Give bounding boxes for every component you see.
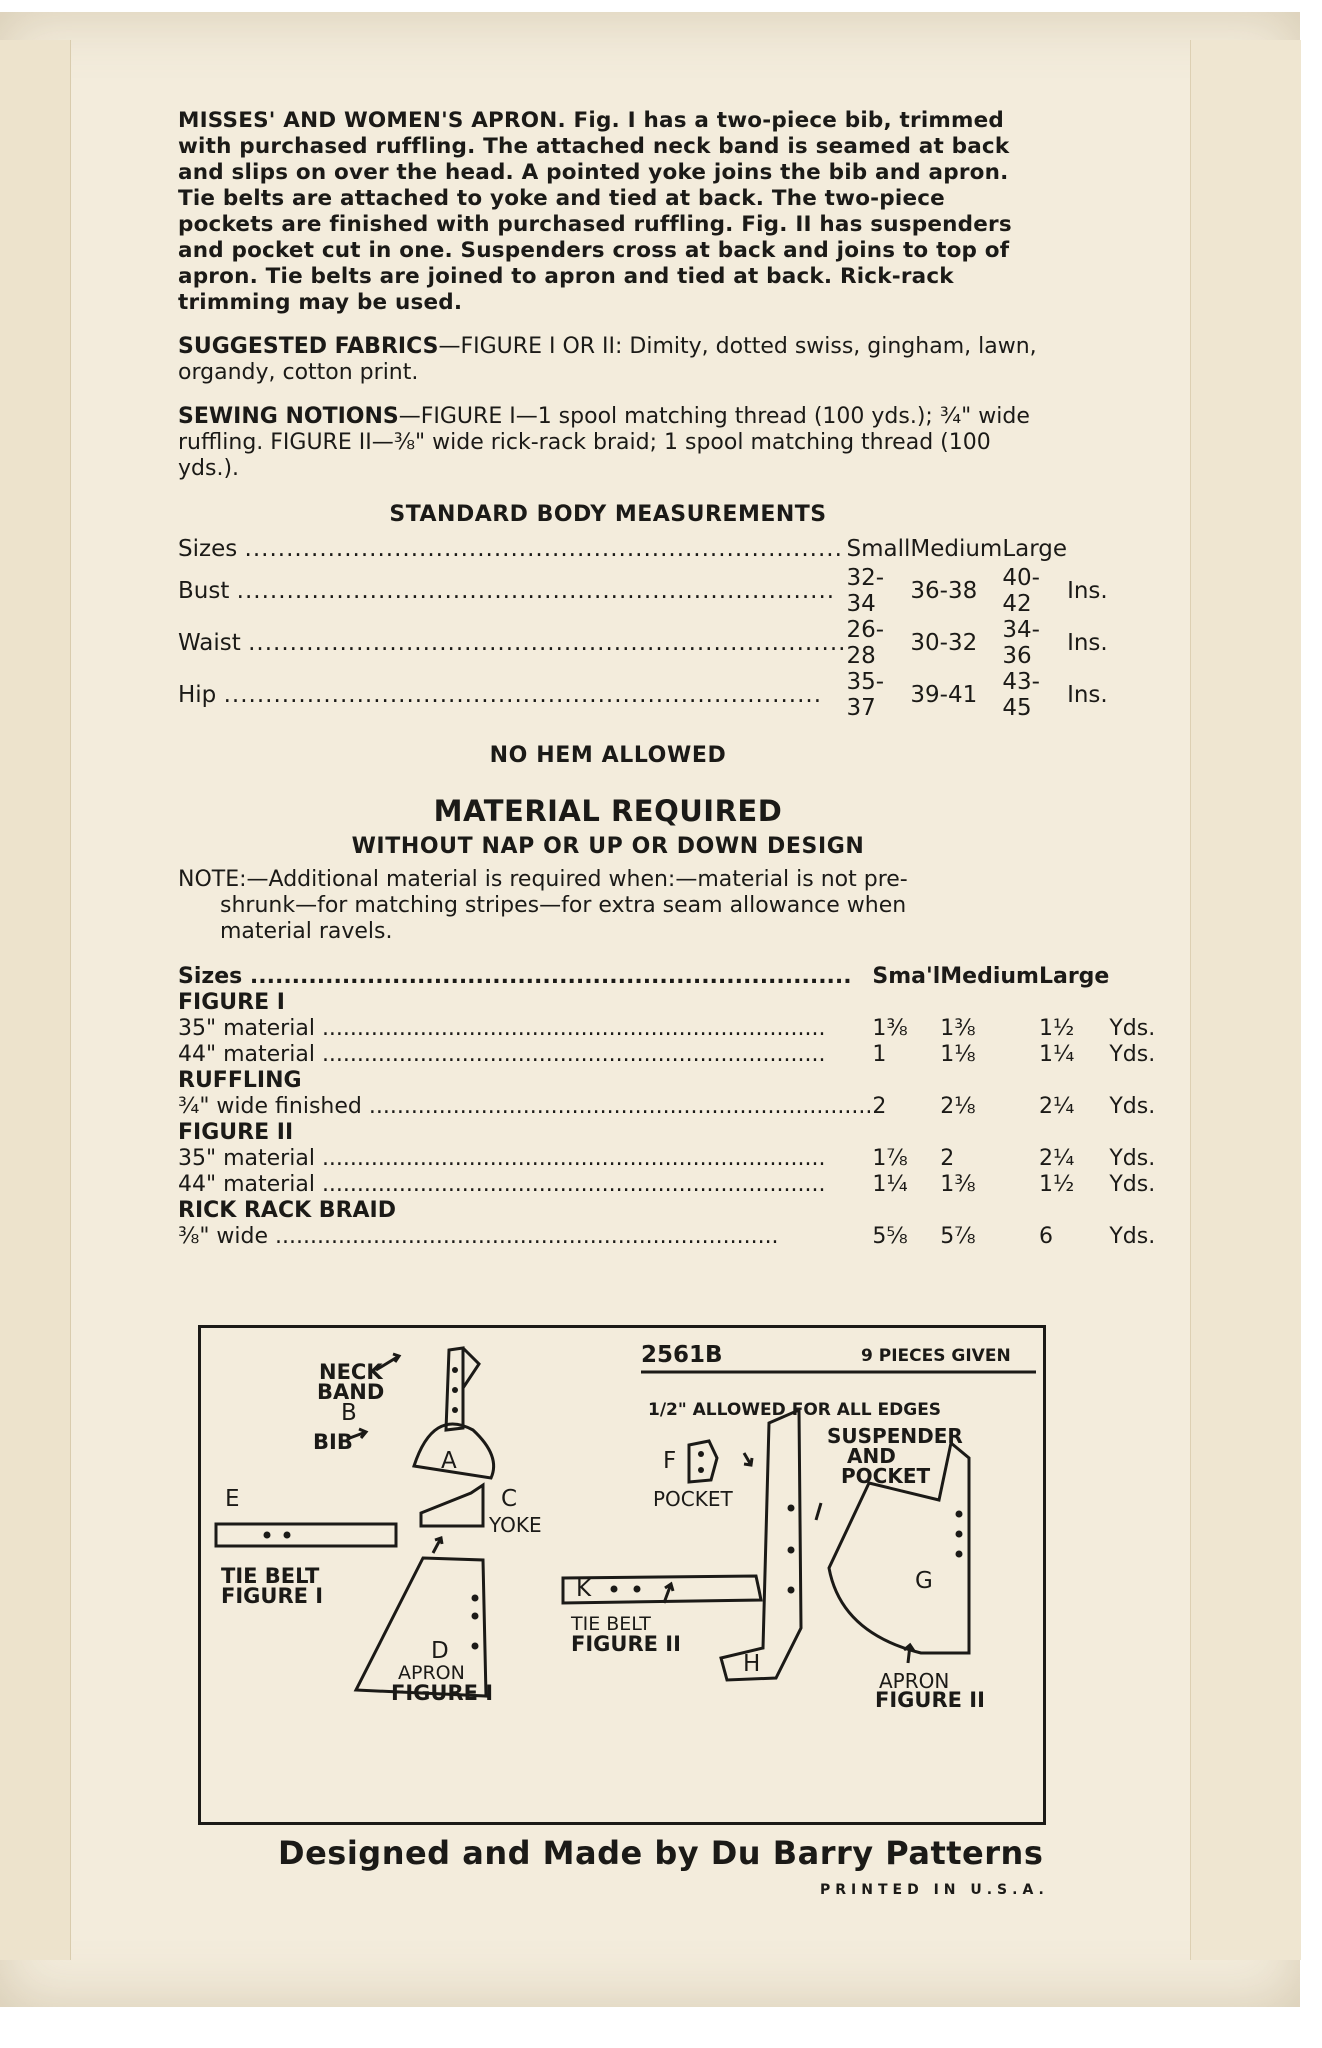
notch-dot xyxy=(284,1532,291,1539)
notch-dot xyxy=(956,1531,963,1538)
meas-large: 40-42 xyxy=(1002,565,1040,617)
neck-band-tip xyxy=(463,1348,479,1388)
notch-dot xyxy=(472,1595,479,1602)
yoke-piece xyxy=(421,1485,483,1526)
mat-medium: 2 xyxy=(940,1145,955,1171)
piece-e-label: E xyxy=(225,1486,240,1512)
measurements-header-row xyxy=(178,533,1108,565)
yoke-label: YOKE xyxy=(489,1513,542,1537)
tie-belt-1-piece xyxy=(216,1524,396,1546)
fabrics-lead: SUGGESTED FABRICS xyxy=(178,334,439,359)
leader-dots: ........................................................................ xyxy=(223,682,823,708)
mat-label: ¾" wide finished xyxy=(178,1093,362,1119)
notch-dot xyxy=(452,1367,458,1373)
and-label: AND xyxy=(847,1444,896,1468)
mat-medium: 1⅜ xyxy=(940,1171,976,1197)
pattern-pieces-diagram xyxy=(198,1325,1046,1825)
pattern-description: MISSES' AND WOMEN'S APRON. Fig. I has a two-piece bib, trimmed with purchased ruffling. The attached neck band is seamed at back and slips on over the head. A pointed yoke joins the bib and apron. Tie belts are attached to yoke and tied at back. The two-piece pockets are finished with purchased ruffling. Fig. II has suspenders and pocket cut in one. Suspenders cross at back and joins to top of apron. Tie belts are joined to apron and tied at back. Rick-rack trimming may be used. xyxy=(178,108,1012,315)
sewing-notions xyxy=(178,404,1038,482)
leader-dots: ........................................................................ xyxy=(321,1041,826,1067)
suspender-arrow xyxy=(816,1503,821,1520)
mat-large: 2¼ xyxy=(1038,1145,1075,1171)
section-title-row xyxy=(178,1067,1155,1093)
section-title: FIGURE II xyxy=(178,1119,294,1145)
note-line: shrunk—for matching stripes—for extra seam allowance when xyxy=(220,893,907,918)
meas-header-large: Large xyxy=(1002,536,1068,562)
measurements-title: STANDARD BODY MEASUREMENTS xyxy=(389,502,827,527)
notch-dot xyxy=(788,1587,795,1594)
material-note xyxy=(178,867,1038,945)
apron-2-figure: FIGURE II xyxy=(875,1688,985,1712)
apron-2-label: APRON xyxy=(879,1669,950,1693)
tie-belt-1-arrow xyxy=(433,1538,442,1553)
notch-dot xyxy=(788,1547,795,1554)
fabrics-text: —FIGURE I OR II: Dimity, dotted swiss, gingham, lawn, organdy, cotton print. xyxy=(178,334,1037,385)
meas-header-small: Small xyxy=(846,536,911,562)
note-line: NOTE:—Additional material is required when:—material is not pre- xyxy=(178,867,908,892)
mat-unit: Yds. xyxy=(1109,1223,1156,1249)
leader-dots: ........................................................................ xyxy=(248,630,847,656)
suspender-label: SUSPENDER xyxy=(827,1424,963,1448)
leader-dots: ........................................................................ xyxy=(244,536,843,562)
pattern-number: 2561B xyxy=(641,1342,723,1368)
material-row xyxy=(178,1145,1155,1171)
notch-dot xyxy=(452,1387,458,1393)
material-row xyxy=(178,1015,1155,1041)
notch-dot xyxy=(264,1532,271,1539)
meas-small: 26-28 xyxy=(846,617,885,669)
meas-unit: Ins. xyxy=(1067,630,1108,656)
mat-large: 1¼ xyxy=(1038,1041,1075,1067)
notch-dot xyxy=(472,1613,479,1620)
mat-medium: 5⅞ xyxy=(940,1223,976,1249)
meas-unit: Ins. xyxy=(1067,578,1108,604)
notions-text: —FIGURE I—1 spool matching thread (100 yds.); ¾" wide ruffling. FIGURE II—⅜" wide rick-rack braid; 1 spool matching thread (100 yds.). xyxy=(178,404,1030,481)
section-title: RICK RACK BRAID xyxy=(178,1197,396,1223)
notch-dot xyxy=(788,1505,795,1512)
mat-large: 1½ xyxy=(1038,1171,1075,1197)
tie-belt-2-figure: FIGURE II xyxy=(571,1632,681,1656)
meas-large: 43-45 xyxy=(1002,669,1040,721)
mat-large: 6 xyxy=(1038,1223,1053,1249)
mat-small: 2 xyxy=(872,1093,887,1119)
mat-small: 1⅞ xyxy=(872,1145,908,1171)
seam-allowance: 1/2" ALLOWED FOR ALL EDGES xyxy=(648,1400,942,1420)
piece-f-label: F xyxy=(663,1448,677,1474)
envelope-left-flap xyxy=(0,40,71,1960)
measurements-table xyxy=(178,533,1108,721)
pieces-given: 9 PIECES GIVEN xyxy=(861,1346,1011,1366)
pocket-arrow xyxy=(744,1453,752,1465)
envelope-right-flap xyxy=(1190,40,1301,1960)
meas-label: Bust xyxy=(178,578,230,604)
neck-label: NECK xyxy=(319,1360,383,1384)
mat-label: ⅜" wide xyxy=(178,1223,269,1249)
piece-g-label: G xyxy=(915,1568,933,1594)
mat-medium: 2⅛ xyxy=(940,1093,976,1119)
section-title-row xyxy=(178,1119,1155,1145)
mat-label: 35" material xyxy=(178,1015,315,1041)
material-title: MATERIAL REQUIRED xyxy=(433,794,783,828)
meas-label: Hip xyxy=(178,682,217,708)
mat-unit: Yds. xyxy=(1109,1015,1156,1041)
band-label: BAND xyxy=(317,1380,385,1404)
material-row xyxy=(178,1171,1155,1197)
meas-small: 35-37 xyxy=(846,669,885,721)
mat-small: 1 xyxy=(872,1041,887,1067)
meas-label: Waist xyxy=(178,630,241,656)
note-line: material ravels. xyxy=(220,919,393,944)
material-header-row xyxy=(178,963,1155,989)
tie-belt-1-figure: FIGURE I xyxy=(221,1584,324,1608)
section-title: FIGURE I xyxy=(178,989,285,1015)
mat-small: 5⅝ xyxy=(872,1223,908,1249)
meas-small: 32-34 xyxy=(846,565,885,617)
leader-dots: ........................................................................ xyxy=(236,578,836,604)
meas-medium: 36-38 xyxy=(910,578,978,604)
measurement-row xyxy=(178,617,1108,669)
material-subtitle: WITHOUT NAP OR UP OR DOWN DESIGN xyxy=(351,834,865,859)
mat-label: 44" material xyxy=(178,1041,315,1067)
leader-dots: ........................................................................ xyxy=(321,1145,826,1171)
footer-brand: Designed and Made by Du Barry Patterns xyxy=(278,1834,1044,1872)
material-table xyxy=(178,963,1155,1249)
section-title-row xyxy=(178,989,1155,1015)
mat-unit: Yds. xyxy=(1109,1145,1156,1171)
notch-dot xyxy=(634,1586,641,1593)
mat-unit: Yds. xyxy=(1109,1093,1156,1119)
pocket-piece xyxy=(689,1441,717,1482)
mat-header-medium: Medium xyxy=(940,963,1039,989)
meas-large: 34-36 xyxy=(1002,617,1040,669)
mat-label: 35" material xyxy=(178,1145,315,1171)
notch-dot xyxy=(452,1407,458,1413)
meas-medium: 30-32 xyxy=(910,630,978,656)
material-row xyxy=(178,1041,1155,1067)
notch-dot xyxy=(698,1467,704,1473)
mat-header-small: Sma'l xyxy=(872,963,941,989)
mat-header-label: Sizes xyxy=(178,963,243,989)
tie-belt-2-piece xyxy=(563,1576,761,1603)
piece-c-label: C xyxy=(501,1486,518,1512)
no-hem-note: NO HEM ALLOWED xyxy=(489,743,727,768)
mat-small: 1¼ xyxy=(872,1171,908,1197)
notch-dot xyxy=(611,1586,618,1593)
tie-belt-1-label: TIE BELT xyxy=(221,1564,320,1588)
meas-unit: Ins. xyxy=(1067,682,1108,708)
mat-small: 1⅜ xyxy=(872,1015,908,1041)
section-title-row xyxy=(178,1197,1155,1223)
notions-lead: SEWING NOTIONS xyxy=(178,404,399,429)
meas-medium: 39-41 xyxy=(910,682,978,708)
leader-dots: ........................................................................ xyxy=(321,1015,826,1041)
mat-unit: Yds. xyxy=(1109,1171,1156,1197)
piece-b-label: B xyxy=(341,1400,357,1426)
notch-dot xyxy=(956,1551,963,1558)
mat-label: 44" material xyxy=(178,1171,315,1197)
meas-header-label: Sizes xyxy=(178,536,238,562)
piece-a-label: A xyxy=(441,1448,457,1474)
notch-dot xyxy=(472,1643,479,1650)
notch-dot xyxy=(956,1511,963,1518)
leader-dots: ........................................................................ xyxy=(321,1171,826,1197)
suspender-piece xyxy=(721,1410,801,1680)
piece-d-label: D xyxy=(431,1638,449,1664)
apron-2-arrow xyxy=(904,1645,914,1663)
suggested-fabrics xyxy=(178,334,1038,386)
apron-1-figure: FIGURE I xyxy=(391,1681,494,1705)
printed-in: PRINTED IN U.S.A. xyxy=(820,1882,1049,1898)
mat-medium: 1⅛ xyxy=(940,1041,976,1067)
piece-k-label: K xyxy=(576,1576,592,1602)
mat-large: 2¼ xyxy=(1038,1093,1075,1119)
leader-dots: ........................................................................ xyxy=(275,1223,779,1249)
leader-dots: ........................................................................ xyxy=(249,963,852,989)
notch-dot xyxy=(698,1451,704,1457)
leader-dots: ........................................................................ xyxy=(368,1093,873,1119)
mat-unit: Yds. xyxy=(1109,1041,1156,1067)
mat-medium: 1⅜ xyxy=(940,1015,976,1041)
apron-1-label: APRON xyxy=(398,1662,465,1684)
bib-label: BIB xyxy=(313,1430,353,1454)
mat-header-large: Large xyxy=(1038,963,1110,989)
material-row xyxy=(178,1093,1155,1119)
piece-h-label: H xyxy=(743,1651,761,1677)
instructions xyxy=(178,108,1156,1249)
pocket-2-label: POCKET xyxy=(841,1464,931,1488)
section-title: RUFFLING xyxy=(178,1067,302,1093)
material-row xyxy=(178,1223,1155,1249)
tie-belt-2-label: TIE BELT xyxy=(571,1613,651,1635)
measurement-row xyxy=(178,565,1108,617)
pocket-label: POCKET xyxy=(653,1487,733,1511)
mat-large: 1½ xyxy=(1038,1015,1075,1041)
meas-header-medium: Medium xyxy=(910,536,1003,562)
measurement-row xyxy=(178,669,1108,721)
